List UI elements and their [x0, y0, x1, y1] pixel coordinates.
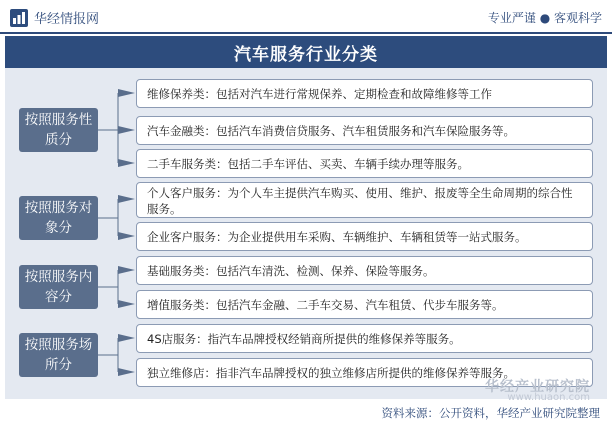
item-independent-repair: 独立维修店：指非汽车品牌授权的独立维修店所提供的维修保养等服务。	[136, 358, 593, 387]
slogan: 专业严谨 ● 客观科学	[487, 11, 602, 25]
category-service-venue: 按照服务场所分	[19, 333, 98, 377]
category-service-target: 按照服务对象分	[19, 196, 98, 240]
arrow-icon	[118, 195, 135, 203]
arrow-icon	[118, 126, 135, 134]
item-used-car: 二手车服务类：包括二手车评估、买卖、车辆手续办理等服务。	[136, 149, 593, 178]
watermark-url: www.huaon.com	[507, 392, 590, 403]
item-4s-store: 4S店服务：指汽车品牌授权经销商所提供的维修保养等服务。	[136, 324, 593, 353]
item-enterprise-customer: 企业客户服务：为企业提供用车采购、车辆维护、车辆租赁等一站式服务。	[136, 222, 593, 251]
arrow-icon	[118, 159, 135, 167]
category-service-content: 按照服务内容分	[19, 265, 98, 309]
watermark-text: 华经产业研究院	[485, 379, 590, 395]
item-maintenance: 维修保养类：包括对汽车进行常规保养、定期检查和故障维修等工作	[136, 79, 593, 108]
page-title: 汽车服务行业分类	[5, 36, 607, 68]
arrow-icon	[118, 368, 135, 376]
source-note: 资料来源：公开资料，华经产业研究院整理	[381, 406, 600, 420]
item-basic-service: 基础服务类：包括汽车清洗、检测、保养、保险等服务。	[136, 256, 593, 285]
arrow-icon	[118, 89, 135, 97]
arrow-icon	[118, 266, 135, 274]
category-service-nature: 按照服务性质分	[19, 108, 98, 152]
item-value-added-service: 增值服务类：包括汽车金融、二手车交易、汽车租赁、代步车服务等。	[136, 290, 593, 319]
logo-text: 华经情报网	[34, 12, 100, 27]
arrow-icon	[118, 334, 135, 342]
item-auto-finance: 汽车金融类：包括汽车消费信贷服务、汽车租赁服务和汽车保险服务等。	[136, 116, 593, 145]
arrow-icon	[118, 232, 135, 240]
arrow-icon	[118, 300, 135, 308]
item-individual-customer: 个人客户服务：为个人车主提供汽车购买、使用、维护、报废等全生命周期的综合性服务。	[136, 182, 593, 218]
